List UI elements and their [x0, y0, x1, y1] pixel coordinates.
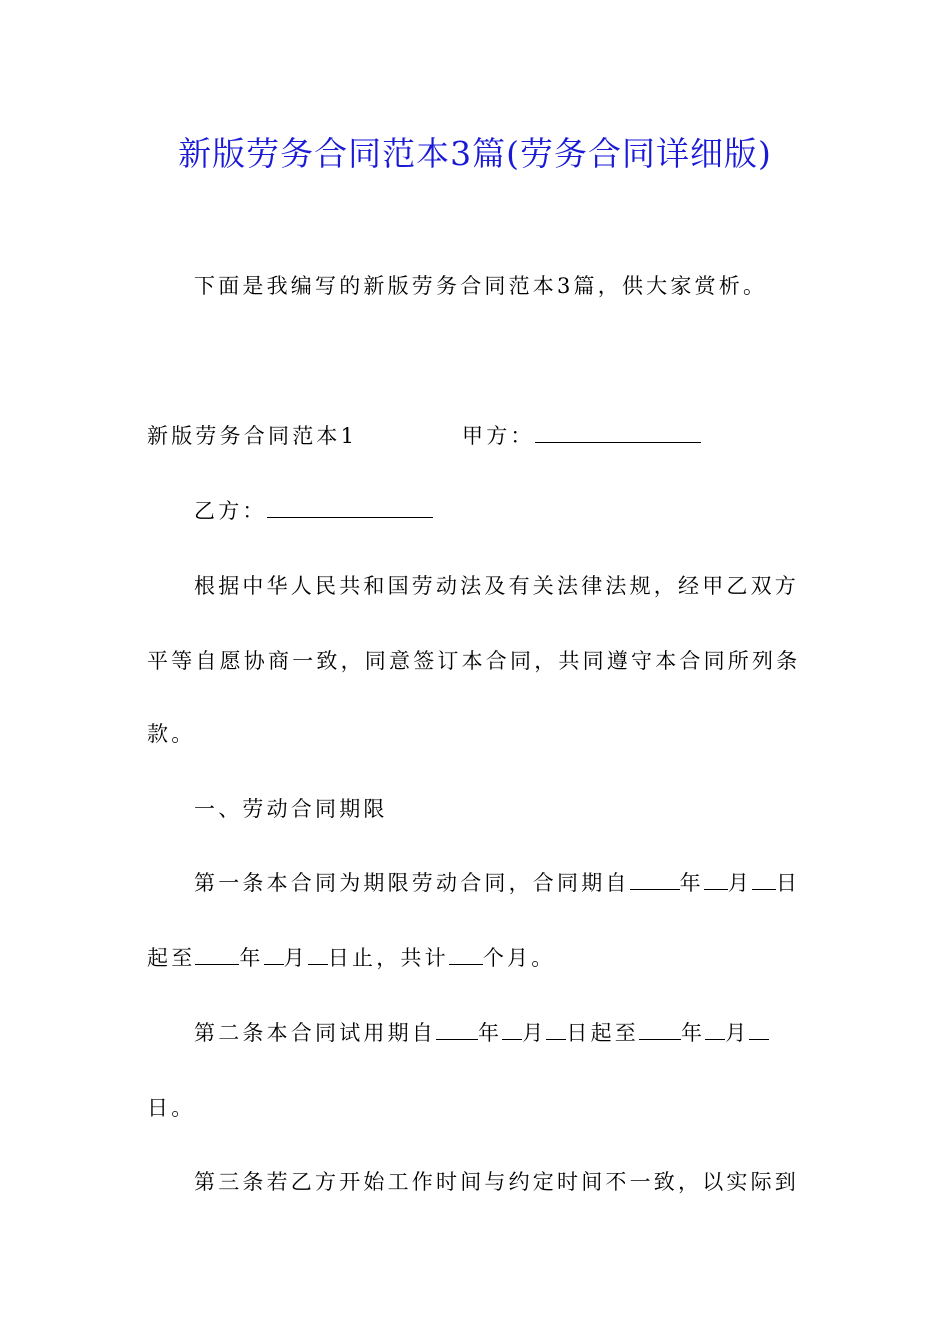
article-two-line-1: [194, 1019, 769, 1047]
preamble-line-2: 平等自愿协商一致，同意签订本合同，共同遵守本合同所列条: [147, 649, 801, 673]
article-one-line-2: [147, 944, 555, 972]
year-blank: [630, 869, 680, 890]
month-blank: [502, 1019, 522, 1040]
preamble-line-3: 款。: [147, 722, 196, 746]
article-two-text-1: 第二条本合同试用期自: [194, 1021, 436, 1045]
day-blank: [749, 1019, 769, 1040]
article-two-text-4: 日起至: [566, 1021, 640, 1045]
party-b-line: [194, 497, 433, 525]
day-blank: [308, 944, 328, 965]
months-count-blank: [449, 944, 483, 965]
day-blank: [546, 1019, 566, 1040]
article-three-line-1: 第三条若乙方开始工作时间与约定时间不一致，以实际到: [194, 1170, 799, 1194]
party-a-blank: [535, 422, 701, 443]
preamble-line-1: 根据中华人民共和国劳动法及有关法律法规，经甲乙双方: [194, 574, 799, 598]
article-one-text-1: 第一条本合同为期限劳动合同，合同期自: [194, 871, 630, 895]
year-blank: [195, 944, 239, 965]
party-b-label: 乙方：: [194, 499, 267, 523]
month-blank: [704, 869, 728, 890]
section-heading: 新版劳务合同范本1: [147, 424, 358, 448]
article-one-text-9: 个月。: [482, 946, 556, 970]
article-two-text-3: 月: [522, 1021, 547, 1045]
article-one-text-7: 月: [283, 946, 308, 970]
article-one-text-2: 年: [679, 871, 704, 895]
party-b-blank: [267, 497, 433, 518]
document-title: 新版劳务合同范本3篇(劳务合同详细版): [178, 134, 772, 173]
article-two-text-2: 年: [478, 1021, 503, 1045]
party-a-label: 甲方：: [462, 424, 535, 448]
article-two-text-6: 月: [725, 1021, 750, 1045]
year-blank: [639, 1019, 681, 1040]
article-one-text-5: 起至: [147, 946, 196, 970]
year-blank: [436, 1019, 478, 1040]
article-two-line-2: 日。: [147, 1096, 196, 1120]
party-a-line: [462, 422, 701, 450]
article-one-text-6: 年: [239, 946, 264, 970]
article-one-line-1: [194, 869, 800, 897]
article-one-text-8: 日止，共计: [327, 946, 449, 970]
day-blank: [752, 869, 776, 890]
chapter-one-heading: 一、劳动合同期限: [194, 797, 388, 821]
article-two-text-5: 年: [681, 1021, 706, 1045]
article-one-text-3: 月: [727, 871, 753, 895]
month-blank: [705, 1019, 725, 1040]
article-one-text-4: 日: [776, 871, 801, 895]
intro-paragraph: 下面是我编写的新版劳务合同范本3篇，供大家赏析。: [194, 274, 768, 298]
month-blank: [264, 944, 284, 965]
